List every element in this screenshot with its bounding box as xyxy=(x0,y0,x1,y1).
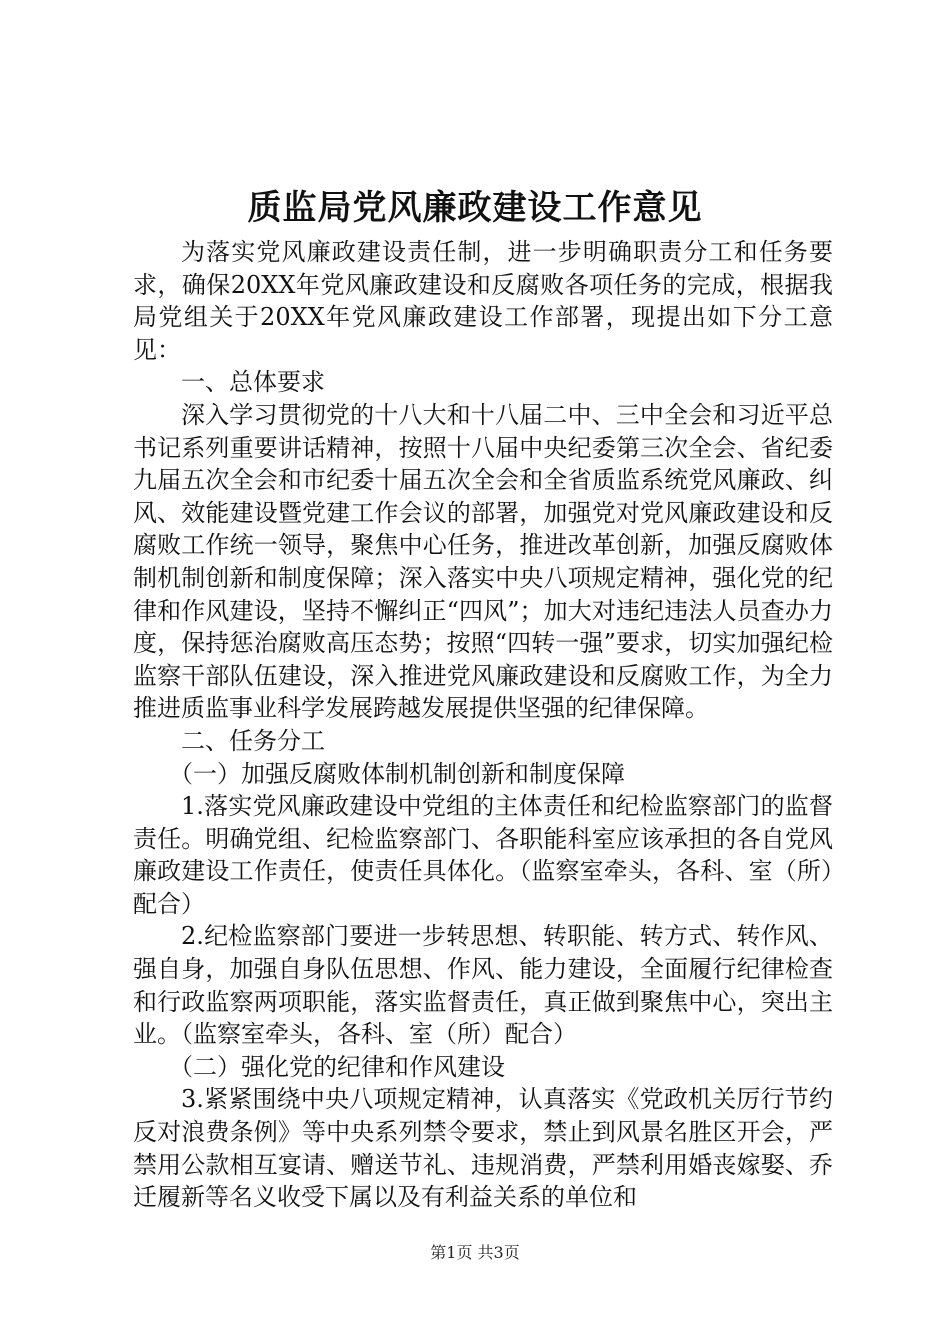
task-item-3: 3.紧紧围绕中央八项规定精神，认真落实《党政机关厉行节约反对浪费条例》等中央系列禁令要求，禁止到风景名胜区开会，严禁用公款相互宴请、赠送节礼、违规消费，严禁利用婚丧嫁娶、乔迁履新等名义收受下属以及有利益关系的单位和 xyxy=(133,1085,833,1212)
task-item-1: 1.落实党风廉政建设中党组的主体责任和纪检监察部门的监督责任。明确党组、纪检监察部门、各职能科室应该承担的各自党风廉政建设工作责任，使责任具体化。（监察室牵头，各科、室（所）配合） xyxy=(133,792,833,918)
page-number-footer: 第1页 共3页 xyxy=(430,1243,520,1262)
general-requirements-paragraph: 深入学习贯彻党的十八大和十八届二中、三中全会和习近平总书记系列重要讲话精神，按照十八届中央纪委第三次全会、省纪委九届五次全会和市纪委十届五次全会和全省质监系统党风廉政、纠风、效能建设暨党建工作会议的部署，加强党对党风廉政建设和反腐败工作统一领导，聚焦中心任务，推进改革创新，加强反腐败体制机制创新和制度保障；深入落实中央八项规定精神，强化党的纪律和作风建设，坚持不懈纠正“四风”；加大对违纪违法人员查办力度，保持惩治腐败高压态势；按照“四转一强”要求，切实加强纪检监察干部队伍建设，深入推进党风廉政建设和反腐败工作，为全力推进质监事业科学发展跨越发展提供坚强的纪律保障。 xyxy=(133,400,833,723)
task-item-2: 2.纪检监察部门要进一步转思想、转职能、转方式、转作风、强自身，加强自身队伍思想、作风、能力建设，全面履行纪律检查和行政监察两项职能，落实监督责任，真正做到聚焦中心，突出主业。（监察室牵头，各科、室（所）配合） xyxy=(133,922,833,1049)
section-heading-general-requirements: 一、总体要求 xyxy=(181,368,325,397)
document-title: 质监局党风廉政建设工作意见 xyxy=(247,188,703,228)
subsection-heading-2: （二）强化党的纪律和作风建设 xyxy=(169,1052,505,1081)
subsection-heading-1: （一）加强反腐败体制机制创新和制度保障 xyxy=(169,759,625,788)
section-heading-task-division: 二、任务分工 xyxy=(181,726,325,755)
document-body xyxy=(133,236,833,1214)
intro-paragraph: 为落实党风廉政建设责任制，进一步明确职责分工和任务要求，确保20XX年党风廉政建设和反腐败各项任务的完成，根据我局党组关于20XX年党风廉政建设工作部署，现提出如下分工意见： xyxy=(133,238,833,364)
